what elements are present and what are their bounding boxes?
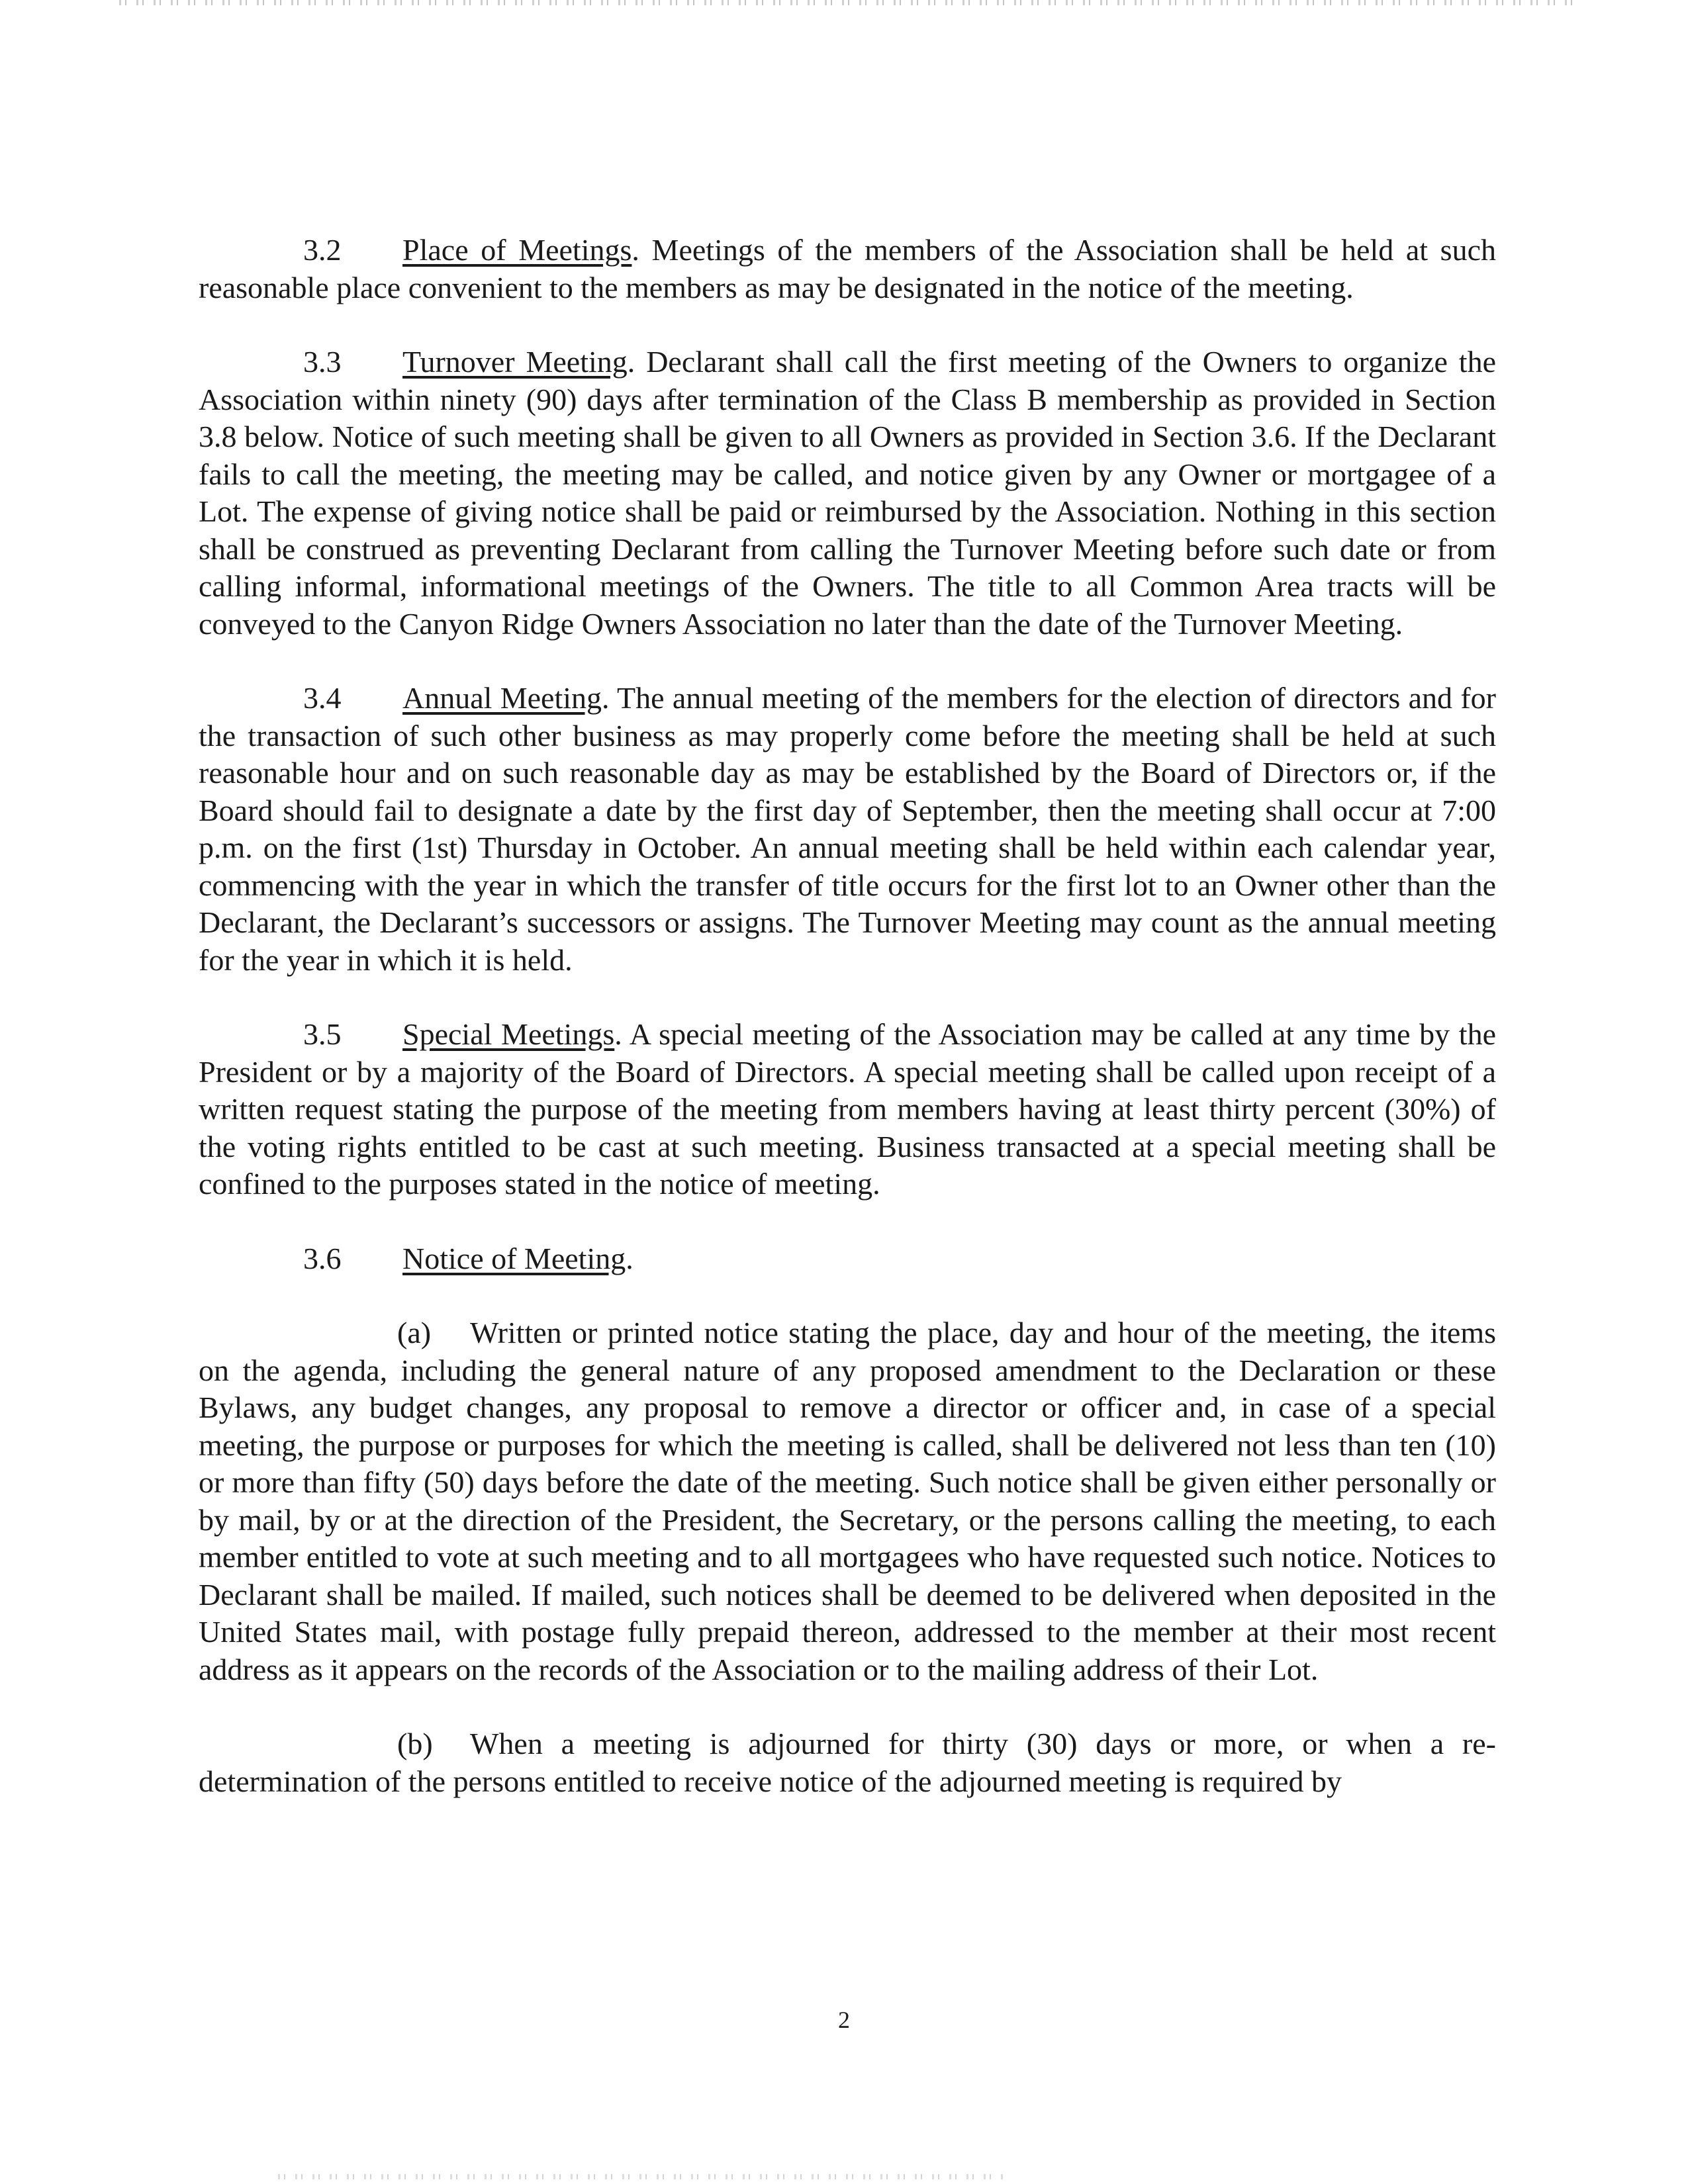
subsection-text: When a meeting is adjourned for thirty (30) days or more, or when a re-determination of the persons entitled to receive notice of the adjourned meeting is required by <box>199 1727 1496 1798</box>
section-title: Turnover Meeting <box>402 345 628 379</box>
section-3-5 <box>199 1016 1496 1203</box>
subsection-a <box>199 1314 1496 1688</box>
section-text: . <box>626 1241 633 1275</box>
section-3-2 <box>199 232 1496 306</box>
section-3-6 <box>199 1240 1496 1278</box>
subsection-label: (b) <box>397 1727 433 1760</box>
section-3-4 <box>199 680 1496 979</box>
section-number: 3.5 <box>303 1017 342 1051</box>
scan-artifact-bottom <box>278 2174 1006 2179</box>
section-number: 3.4 <box>303 681 342 715</box>
section-text: . Declarant shall call the first meeting of the Owners to organize the Association within ninety (90) days after termination of the Class B membership as provided in Section 3.8 below. Notice of such meeting shall be given to all Owners as provided in Section 3.6. If the Declarant fails to call the meeting, the meeting may be called, and notice given by any Owner or mortgagee of a Lot. The expense of giving notice shall be paid or reimbursed by the Association. Nothing in this section shall be construed as preventing Declarant from calling the Turnover Meeting before such date or from calling informal, informational meetings of the Owners. The title to all Common Area tracts will be conveyed to the Canyon Ridge Owners Association no later than the date of the Turnover Meeting. <box>199 345 1496 641</box>
subsection-b <box>199 1725 1496 1800</box>
section-text: . Meetings of the members of the Association shall be held at such reasonable place convenient to the members as may be designated in the notice of the meeting. <box>199 233 1496 304</box>
section-number: 3.2 <box>303 233 342 267</box>
section-3-3 <box>199 343 1496 643</box>
section-title: Place of Meetings <box>402 233 632 267</box>
section-title: Notice of Meeting <box>402 1241 626 1275</box>
subsection-text: Written or printed notice stating the place, day and hour of the meeting, the items on the agenda, including the general nature of any proposed amendment to the Declaration or these Bylaws, any budget changes, any proposal to remove a director or officer and, in case of a special meeting, the purpose or purposes for which the meeting is called, shall be delivered not less than ten (10) or more than fifty (50) days before the date of the meeting. Such notice shall be given either personally or by mail, by or at the direction of the President, the Secretary, or the persons calling the meeting, to each member entitled to vote at such meeting and to all mortgagees who have requested such notice. Notices to Declarant shall be mailed. If mailed, such notices shall be deemed to be delivered when deposited in the United States mail, with postage fully prepaid thereon, addressed to the member at their most recent address as it appears on the records of the Association or to the mailing address of their Lot. <box>199 1316 1496 1686</box>
section-number: 3.6 <box>303 1241 342 1275</box>
document-page <box>199 232 1496 1837</box>
scan-artifact-top <box>119 0 1575 5</box>
subsection-label: (a) <box>397 1316 432 1349</box>
section-title: Special Meetings <box>402 1017 615 1051</box>
section-title: Annual Meeting <box>402 681 602 715</box>
page-number: 2 <box>838 2007 850 2033</box>
section-number: 3.3 <box>303 345 342 379</box>
section-text: . A special meeting of the Association may be called at any time by the President or by a majority of the Board of Directors. A special meeting shall be called upon receipt of a written request stating the purpose of the meeting from members having at least thirty percent (30%) of the voting rights entitled to be cast at such meeting. Business transacted at a special meeting shall be confined to the purposes stated in the notice of meeting. <box>199 1017 1497 1201</box>
section-text: . The annual meeting of the members for the election of directors and for the transaction of such other business as may properly come before the meeting shall be held at such reasonable hour and on such reasonable day as may be established by the Board of Directors or, if the Board should fail to designate a date by the first day of September, then the meeting shall occur at 7:00 p.m. on the first (1st) Thursday in October. An annual meeting shall be held within each calendar year, commencing with the year in which the transfer of title occurs for the first lot to an Owner other than the Declarant, the Declarant’s successors or assigns. The Turnover Meeting may count as the annual meeting for the year in which it is held. <box>199 681 1496 977</box>
